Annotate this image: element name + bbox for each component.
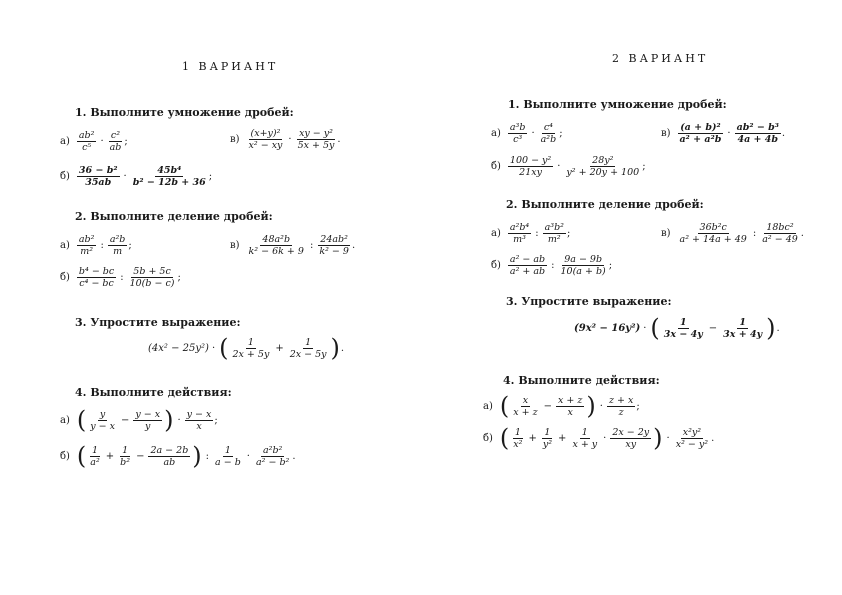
punct: ; xyxy=(567,228,571,239)
punct: ; xyxy=(608,260,613,271)
fraction: $\frac{\text{c²}}{ab}$ xyxy=(109,130,122,153)
v1-task1-b xyxy=(60,165,212,188)
item-label: в) xyxy=(661,228,671,239)
operator: + xyxy=(558,432,567,444)
v1-task2-v xyxy=(230,234,355,257)
polynomial: (9x² − 16y²) xyxy=(574,322,641,334)
punct: . xyxy=(351,240,356,251)
punct: ; xyxy=(177,272,181,283)
paren-close: ) xyxy=(164,406,174,434)
fraction: $\frac{1}{x + y}$ xyxy=(572,426,598,450)
item-label: в) xyxy=(230,240,240,251)
item-label: б) xyxy=(60,450,70,462)
fraction: $\frac{\text{c⁴}}{\text{a²b}}$ xyxy=(540,122,557,145)
operator: · xyxy=(643,322,647,334)
variant-2-column xyxy=(421,0,842,595)
punct: . xyxy=(337,134,341,145)
v1-task4-a xyxy=(60,408,218,432)
v2-task2-title: 2. Выполните деление дробей: xyxy=(506,198,704,211)
fraction: $\frac{1}{a - b}$ xyxy=(215,444,241,468)
operator: · xyxy=(100,136,104,147)
fraction: $\frac{z + x}{z}$ xyxy=(608,394,634,418)
operator: · xyxy=(603,432,607,444)
item-label: б) xyxy=(491,161,501,172)
punct: . xyxy=(292,450,296,462)
operator: − xyxy=(120,414,130,426)
punct: ; xyxy=(559,128,563,139)
v2-task1-b xyxy=(491,155,646,178)
v2-task3-expression xyxy=(574,316,780,340)
fraction: $\frac{\text{48a²b}}{\text{k² − 6k + 9}}$ xyxy=(248,234,304,257)
item-label: а) xyxy=(60,136,70,147)
paren-close: ) xyxy=(653,424,663,452)
fraction: $\frac{9a - 9b}{10(a + b)}$ xyxy=(560,254,606,277)
paren-close: ) xyxy=(586,392,596,420)
fraction: $\frac{\text{ab² − b³}}{4a + 4b}$ xyxy=(736,122,779,145)
punct: ; xyxy=(642,161,646,172)
v2-task1-a xyxy=(491,122,563,145)
operator: · xyxy=(599,400,603,412)
fraction: $\frac{\text{x²y²}}{\text{x² − y²}}$ xyxy=(675,426,709,450)
v2-task4-title: 4. Выполните действия: xyxy=(503,374,660,387)
operator: − xyxy=(136,450,145,462)
v1-task4-title: 4. Выполните действия: xyxy=(75,386,232,399)
fraction: $\frac{x}{x + z}$ xyxy=(513,394,538,418)
operator: · xyxy=(123,171,127,182)
fraction: $\frac{\text{a³b²}}{\text{m²}}$ xyxy=(544,222,564,245)
operator: : xyxy=(120,272,124,283)
item-label: б) xyxy=(491,260,501,271)
fraction: $\frac{\text{a³b}}{\text{c³}}$ xyxy=(509,122,526,145)
fraction: $\frac{\text{ab²}}{\text{c⁵}}$ xyxy=(78,130,95,153)
item-label: а) xyxy=(483,400,493,412)
fraction: $\frac{1}{\text{b²}}$ xyxy=(120,444,131,468)
fraction: $\frac{\text{28y²}}{\text{y² + 20y + 100}}$ xyxy=(566,155,640,178)
v1-task4-b xyxy=(60,444,296,468)
fraction: $\frac{y}{y - x}$ xyxy=(90,408,115,432)
fraction: $\frac{\text{24ab²}}{\text{k² − 9}}$ xyxy=(319,234,349,257)
v2-task4-a xyxy=(483,394,640,418)
operator: + xyxy=(275,342,284,354)
punct: . xyxy=(340,342,345,354)
paren-close: ) xyxy=(330,334,340,362)
punct: ; xyxy=(214,414,218,426)
operator: : xyxy=(752,228,757,239)
fraction: $\frac{2a - 2b}{ab}$ xyxy=(150,444,189,468)
operator: + xyxy=(528,432,537,444)
v1-task2-b xyxy=(60,266,181,289)
v2-task1-v xyxy=(661,122,785,145)
item-label: б) xyxy=(60,272,70,283)
operator: : xyxy=(205,450,210,462)
paren-open: ( xyxy=(219,334,229,362)
v1-task1-title: 1. Выполните умножение дробей: xyxy=(75,106,294,119)
item-label: а) xyxy=(60,240,70,251)
fraction: $\frac{\text{b⁴ − bc}}{\text{c⁴ − bc}}$ xyxy=(78,266,115,289)
fraction: $\frac{\text{a² − ab}}{\text{a² + ab}}$ xyxy=(509,254,546,277)
fraction: $\frac{y - x}{y}$ xyxy=(135,408,161,432)
paren-close: ) xyxy=(766,314,776,342)
punct: ; xyxy=(124,136,128,147)
fraction: $\frac{\text{36 − b²}}{35ab}$ xyxy=(78,165,118,188)
item-label: в) xyxy=(661,128,671,139)
paren-close: ) xyxy=(192,442,202,470)
paren-open: ( xyxy=(76,442,87,470)
fraction: $\frac{\text{(x+y)²}}{\text{x² − xy}}$ xyxy=(248,128,283,151)
fraction: $\frac{1}{2x - 5y}$ xyxy=(289,336,327,360)
operator: : xyxy=(551,260,555,271)
fraction: $\frac{\text{xy − y²}}{5x + 5y}$ xyxy=(297,128,335,151)
v1-task1-a xyxy=(60,130,128,153)
v1-task3-expression xyxy=(148,336,344,360)
fraction: $\frac{x + z}{x}$ xyxy=(558,394,583,418)
operator: : xyxy=(100,240,104,251)
operator: + xyxy=(105,450,115,462)
fraction: $\frac{\text{36b²c}}{\text{a² + 14a + 49}}$ xyxy=(679,222,747,245)
fraction: $\frac{1}{2x + 5y}$ xyxy=(232,336,270,360)
item-label: б) xyxy=(483,432,493,444)
variant-2-heading: 2 ВАРИАНТ xyxy=(612,52,709,65)
fraction: $\frac{\text{18bc²}}{\text{a² − 49}}$ xyxy=(762,222,798,245)
item-label: а) xyxy=(491,128,501,139)
fraction: $\frac{\text{a²b⁴}}{\text{m³}}$ xyxy=(509,222,530,245)
paren-open: ( xyxy=(499,392,510,420)
fraction: $\frac{1}{\text{y²}}$ xyxy=(542,426,553,450)
paren-open: ( xyxy=(76,406,87,434)
v2-task2-a xyxy=(491,222,570,245)
polynomial: (4x² − 25y²) xyxy=(148,342,209,354)
operator: : xyxy=(535,228,539,239)
v2-task3-title: 3. Упростите выражение: xyxy=(506,295,672,308)
operator: · xyxy=(246,450,250,462)
punct: ; xyxy=(208,171,213,182)
variant-1-heading: 1 ВАРИАНТ xyxy=(182,60,279,73)
item-label: а) xyxy=(491,228,501,239)
fraction: $\frac{1}{3x + 4y}$ xyxy=(723,316,763,340)
item-label: в) xyxy=(230,134,240,145)
item-label: а) xyxy=(60,414,70,426)
v1-task3-title: 3. Упростите выражение: xyxy=(75,316,241,329)
punct: ; xyxy=(636,400,640,412)
operator: − xyxy=(543,400,553,412)
fraction: $\frac{1}{3x - 4y}$ xyxy=(663,316,703,340)
operator: · xyxy=(177,414,181,426)
punct: . xyxy=(800,228,804,239)
fraction: $\frac{y - x}{x}$ xyxy=(186,408,212,432)
item-label: б) xyxy=(60,171,70,182)
fraction: $\frac{\text{100 − y²}}{21xy}$ xyxy=(509,155,552,178)
operator: · xyxy=(727,128,731,139)
v1-task2-a xyxy=(60,234,132,257)
fraction: $\frac{\text{a²b}}{m}$ xyxy=(109,234,126,257)
v1-task2-title: 2. Выполните деление дробей: xyxy=(75,210,273,223)
v2-task4-b xyxy=(483,426,714,450)
fraction: $\frac{2x - 2y}{xy}$ xyxy=(612,426,650,450)
operator: · xyxy=(666,432,670,444)
punct: . xyxy=(776,322,780,334)
v2-task2-v xyxy=(661,222,804,245)
paren-open: ( xyxy=(499,424,510,452)
fraction: $\frac{\text{(a + b)²}}{\text{a² + a²b}}$ xyxy=(679,122,722,145)
operator: · xyxy=(531,128,535,139)
v2-task2-b xyxy=(491,254,612,277)
fraction: $\frac{\text{45b⁴}}{\text{b² − 12b + 36}}$ xyxy=(132,165,206,188)
paren-open: ( xyxy=(650,314,660,342)
operator: : xyxy=(309,240,314,251)
fraction: $\frac{5b + 5c}{10(b - c)}$ xyxy=(129,266,175,289)
operator: · xyxy=(211,342,216,354)
operator: − xyxy=(708,322,718,334)
v2-task1-title: 1. Выполните умножение дробей: xyxy=(508,98,727,111)
fraction: $\frac{1}{\text{x²}}$ xyxy=(513,426,523,450)
v1-task1-v xyxy=(230,128,341,151)
fraction: $\frac{\text{ab²}}{\text{m²}}$ xyxy=(78,234,95,257)
punct: . xyxy=(781,128,786,139)
operator: · xyxy=(557,161,561,172)
fraction: $\frac{\text{a²b²}}{\text{a² − b²}}$ xyxy=(255,444,290,468)
fraction: $\frac{1}{\text{a²}}$ xyxy=(90,444,100,468)
operator: · xyxy=(288,134,292,145)
punct: . xyxy=(711,432,715,444)
punct: ; xyxy=(128,240,132,251)
